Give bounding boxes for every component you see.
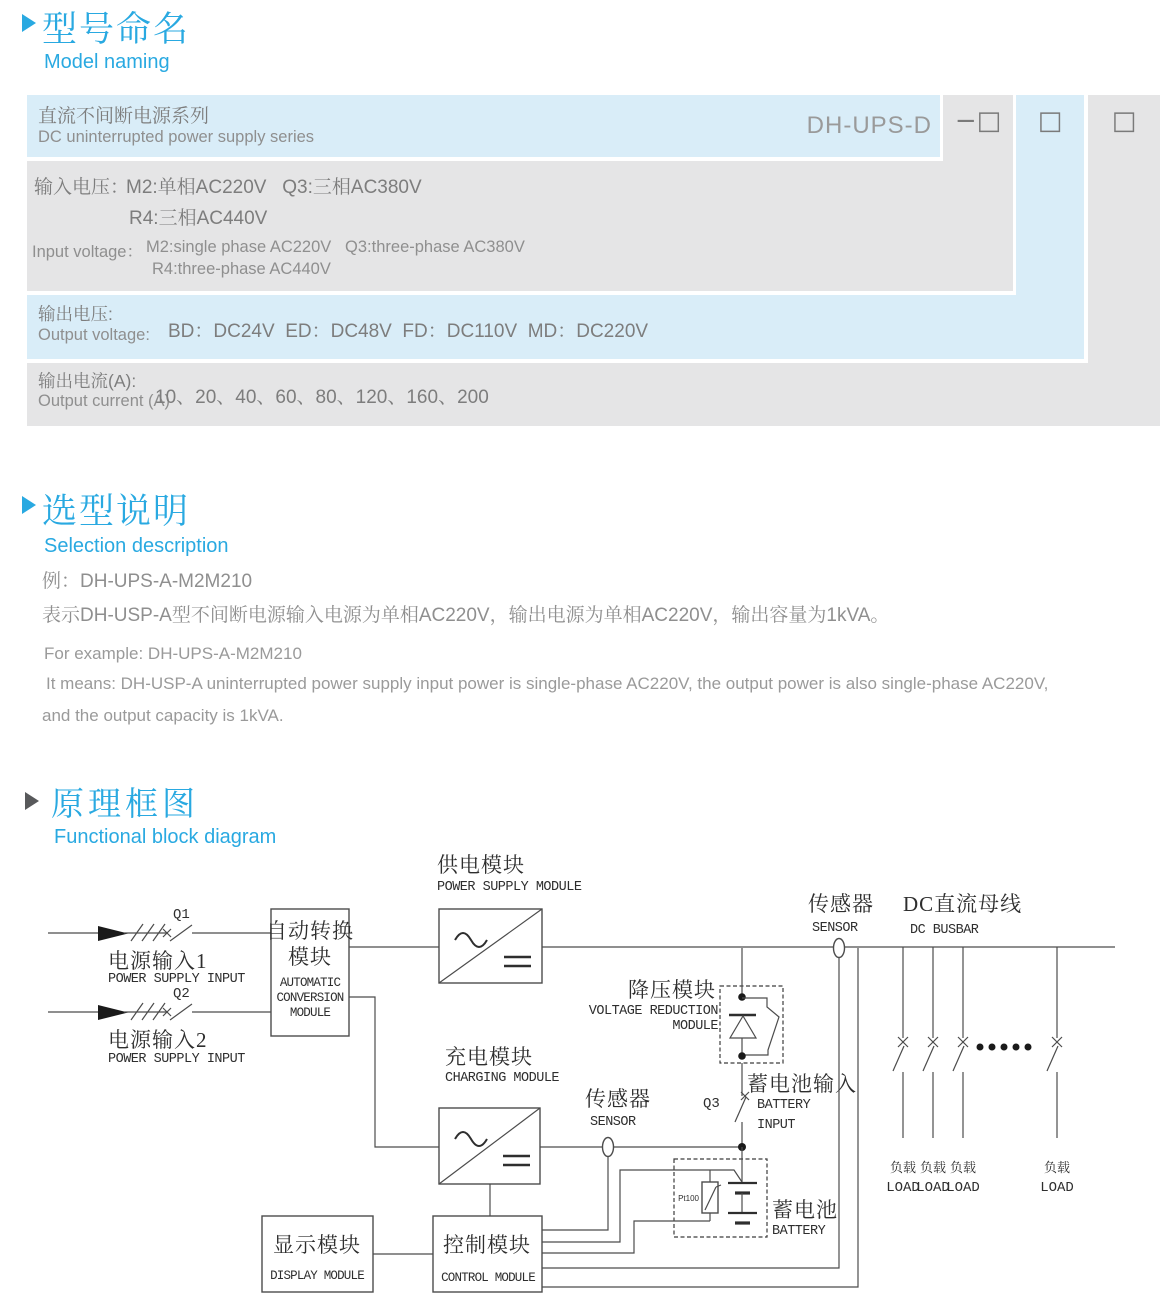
control-module-label-zh: 控制模块: [443, 1233, 531, 1257]
dc-busbar-labels: [903, 892, 1022, 938]
input1-label-en: POWER SUPPLY INPUT: [108, 972, 245, 987]
load-label-zh: 负载: [919, 1160, 947, 1175]
display-module: [262, 1216, 373, 1292]
load-label-en: LOAD: [946, 1180, 980, 1196]
selection-meaning-en-2: and the output capacity is 1kVA.: [42, 706, 284, 725]
power-module-label-en: POWER SUPPLY MODULE: [437, 880, 582, 895]
input-voltage-label-en: Input voltage：: [32, 243, 143, 261]
pt100-sensor: [678, 1170, 721, 1221]
arrow-icon: [98, 1005, 128, 1020]
breaker-q1-label: Q1: [173, 907, 190, 923]
input2-label-en: POWER SUPPLY INPUT: [108, 1052, 245, 1067]
power-input-2: [48, 986, 271, 1067]
output-voltage-value: BD：DC24V ED：DC48V FD：DC110V MD：DC220V: [168, 321, 649, 342]
charging-module-label-en: CHARGING MODULE: [445, 1071, 560, 1086]
sensor-label-zh: 传感器: [808, 892, 874, 916]
section-subtitle-selection: Selection description: [44, 535, 229, 557]
functional-block-diagram: [0, 850, 1167, 1308]
output-voltage-label-zh: 输出电压:: [38, 304, 113, 324]
section-title-diagram: 原理框图: [51, 785, 199, 822]
sensor-icon: [603, 1138, 614, 1157]
section-marker-icon: [22, 496, 36, 514]
selection-example-en: For example: DH-UPS-A-M2M210: [44, 644, 302, 663]
input2-label-zh: 电源输入2: [108, 1028, 208, 1052]
section-title-selection: 选型说明: [42, 492, 191, 531]
selection-meaning-zh: 表示DH-USP-A型不间断电源输入电源为单相AC220V，输出电源为单相AC220V，输出容量为1kVA。: [42, 605, 890, 626]
load-label-en: LOAD: [1040, 1180, 1074, 1196]
load-branch: [946, 947, 980, 1196]
input-voltage-zh-2: R4:三相AC440V: [129, 208, 268, 229]
sensor-icon: [834, 939, 845, 958]
load-label-zh: 负载: [1043, 1160, 1071, 1175]
input-voltage-en-1: M2:single phase AC220V Q3:three-phase AC380V: [146, 238, 525, 256]
load-branch: [916, 947, 950, 1196]
load-branch: [1040, 947, 1074, 1196]
load-branch: [886, 947, 920, 1196]
vr-label-zh: 降压模块: [628, 978, 716, 1002]
auto-module-en-3: MODULE: [289, 1006, 331, 1020]
output-current-label-zh: 输出电流(A):: [38, 371, 137, 391]
code-box-3: □: [1111, 106, 1137, 136]
auto-module-zh-2: 模块: [288, 945, 332, 969]
sensor-label-zh: 传感器: [585, 1087, 651, 1111]
wire: [349, 997, 439, 1147]
auto-module-en-2: CONVERSION: [276, 991, 344, 1005]
battery-input: [703, 1063, 857, 1151]
arrow-icon: [98, 926, 128, 941]
control-module: [373, 1216, 542, 1292]
load-label-en: LOAD: [916, 1180, 950, 1196]
load-label-zh: 负载: [889, 1160, 917, 1175]
output-current-value: 10、20、40、60、80、120、160、200: [155, 387, 489, 408]
control-module-label-en: CONTROL MODULE: [441, 1271, 535, 1285]
load-label-en: LOAD: [886, 1180, 920, 1196]
battery-input-label-en-2: INPUT: [757, 1118, 796, 1133]
series-name-zh: 直流不间断电源系列: [38, 106, 210, 127]
bus-sensor: [808, 892, 874, 958]
section-marker-icon: [25, 792, 39, 810]
ellipsis-dots: [977, 1044, 1032, 1051]
battery-label-zh: 蓄电池: [772, 1198, 838, 1222]
diode-icon: [730, 1016, 756, 1038]
section-subtitle-model-naming: Model naming: [44, 51, 170, 73]
input1-label-zh: 电源输入1: [108, 949, 208, 973]
input-voltage-en-2: R4:three-phase AC440V: [152, 260, 331, 278]
vr-label-en-1: VOLTAGE REDUCTION: [588, 1004, 718, 1019]
output-current-label-en: Output current (A): [38, 392, 171, 410]
auto-module-en-1: AUTOMATIC: [279, 976, 341, 990]
selection-meaning-en-1: It means: DH-USP-A uninterrupted power supply input power is single-phase AC220V, the output power is also single-phase AC220V,: [46, 674, 1049, 693]
selection-example-zh: 例：DH-UPS-A-M2M210: [42, 571, 253, 592]
breaker-q2-label: Q2: [173, 986, 190, 1002]
battery-input-label-zh: 蓄电池输入: [747, 1072, 857, 1096]
battery-label-en: BATTERY: [772, 1224, 826, 1239]
battery: [674, 1147, 838, 1239]
load-label-zh: 负载: [949, 1160, 977, 1175]
code-box-2: □: [1037, 106, 1063, 136]
power-supply-module: [437, 853, 582, 983]
display-module-label-en: DISPLAY MODULE: [270, 1269, 364, 1283]
power-module-label-zh: 供电模块: [437, 853, 525, 877]
section-subtitle-diagram: Functional block diagram: [54, 826, 277, 848]
input-voltage-label-zh: 输入电压：: [34, 177, 130, 198]
power-input-1: [48, 907, 271, 987]
busbar-label-zh: DC直流母线: [903, 892, 1023, 916]
output-voltage-label-en: Output voltage:: [38, 326, 150, 344]
busbar-label-en: DC BUSBAR: [910, 923, 979, 938]
charging-module: [439, 1045, 742, 1216]
automatic-conversion-module: [266, 909, 354, 1036]
breaker-q3-label: Q3: [703, 1096, 720, 1112]
battery-icon: [728, 1183, 757, 1223]
sensor-label-en: SENSOR: [812, 921, 858, 936]
load-branches: [886, 947, 1074, 1196]
display-module-label-zh: 显示模块: [273, 1233, 361, 1257]
battery-input-label-en-1: BATTERY: [757, 1098, 811, 1113]
vr-label-en-2: MODULE: [672, 1019, 718, 1034]
auto-module-zh-1: 自动转换: [266, 919, 354, 943]
charging-sensor: [585, 1087, 651, 1157]
section-marker-icon: [22, 14, 36, 32]
voltage-reduction-module: [589, 948, 783, 1063]
pt100-label: Pt100: [678, 1194, 699, 1203]
model-code: DH-UPS-D: [806, 112, 932, 139]
charging-module-label-zh: 充电模块: [445, 1045, 533, 1069]
input-voltage-zh-1: M2:单相AC220V Q3:三相AC380V: [126, 177, 422, 198]
section-title-model-naming: 型号命名: [42, 10, 191, 49]
sensor-label-en: SENSOR: [590, 1115, 636, 1130]
series-name-en: DC uninterrupted power supply series: [38, 128, 315, 146]
code-box-1: −□: [954, 106, 1002, 136]
